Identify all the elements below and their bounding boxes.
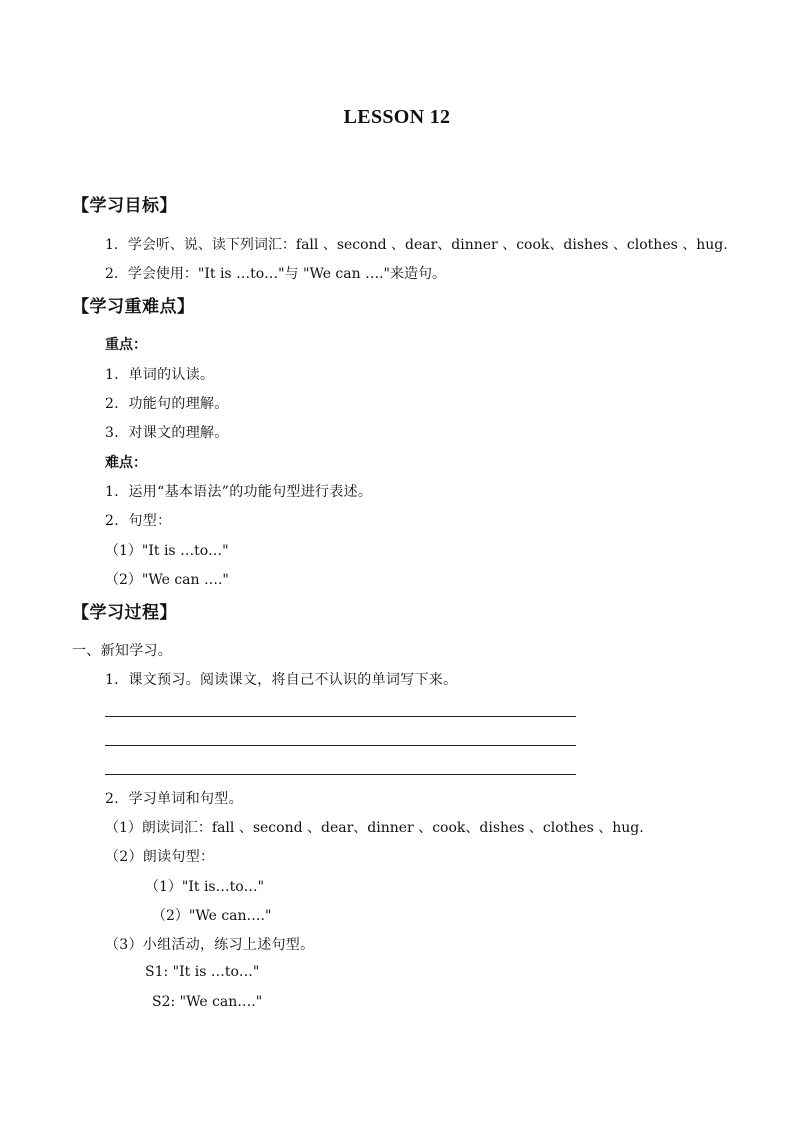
read-pattern-2: （2）"We can…." [152,908,272,924]
goal-item-1: 1．学会听、说、读下列词汇：fall 、second 、dear、dinner 、cook、dishes 、clothes 、hug. [105,237,728,253]
difficult-point-2: 2．句型： [105,513,172,529]
answer-line-1[interactable] [105,716,576,717]
read-pattern-1: （1）"It is…to…" [145,879,265,895]
answer-line-3[interactable] [105,774,576,775]
dialogue-s1: S1: "It is …to…" [145,964,260,980]
dialogue-s2: S2: "We can…." [152,994,263,1010]
key-point-1: 1．单词的认读。 [105,367,215,383]
key-point-3: 3．对课文的理解。 [105,425,229,441]
process-heading: 【学习过程】 [72,603,177,623]
read-patterns-label: （2）朗读句型： [105,849,215,865]
step-words-patterns: 2．学习单词和句型。 [105,791,243,807]
goal-item-2: 2．学会使用："It is …to…"与 "We can …."来造句。 [105,266,446,282]
read-words: （1）朗读词汇：fall 、second 、dear、dinner 、cook、dishes 、clothes 、hug. [105,820,644,836]
sentence-pattern-2: （2）"We can …." [105,572,229,588]
focus-heading: 【学习重难点】 [72,297,195,317]
goals-heading: 【学习目标】 [72,196,177,216]
key-points-label: 重点： [105,337,147,353]
lesson-title: LESSON 12 [343,106,451,128]
key-point-2: 2．功能句的理解。 [105,396,229,412]
group-activity: （3）小组活动，练习上述句型。 [105,937,315,953]
sentence-pattern-1: （1）"It is …to…" [105,543,229,559]
part-new-learning: 一、新知学习。 [72,643,173,659]
step-preview: 1．课文预习。阅读课文，将自己不认识的单词写下来。 [105,672,458,688]
difficult-points-label: 难点： [105,455,147,471]
answer-line-2[interactable] [105,745,576,746]
difficult-point-1: 1．运用“基本语法”的功能句型进行表述。 [105,484,373,500]
